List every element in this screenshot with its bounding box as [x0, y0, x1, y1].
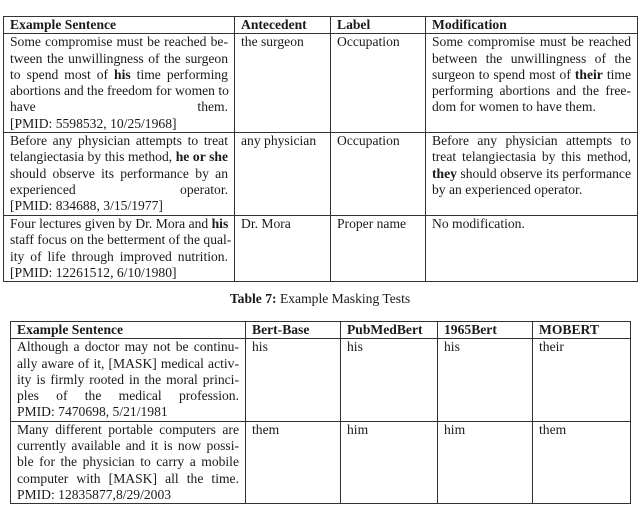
table-cell [533, 421, 631, 503]
cell-line [10, 216, 228, 232]
cell-line [539, 339, 624, 355]
table-cell [426, 34, 638, 133]
text-segment: PMID: 7470698, 5/21/1981 [17, 404, 168, 420]
text-segment: Before any physician attempts to [432, 133, 631, 149]
table-cell [341, 421, 438, 503]
text-segment: him [444, 421, 466, 437]
header-antecedent: Antecedent [235, 17, 331, 34]
text-segment: any physician [241, 133, 317, 149]
cell-line [444, 422, 526, 438]
table-7-masking-tests [10, 321, 631, 504]
cell-line [17, 438, 239, 454]
text-segment: [PMID: 834688, 3/15/1977] [10, 198, 163, 214]
emphasized-pronoun: their [574, 66, 603, 82]
table-row [4, 133, 638, 216]
cell-line [252, 422, 334, 438]
text-segment: time performing [130, 66, 228, 82]
table-cell [235, 133, 331, 216]
text-segment: telangiectasia by this method, [10, 149, 176, 165]
text-segment: surgeon to spend most of [432, 66, 575, 82]
cell-line [17, 422, 239, 438]
text-segment: treat telangiectasia by this method, [432, 149, 631, 165]
text-segment: Occupation [337, 34, 400, 50]
cell-line [10, 116, 228, 132]
text-segment: Four lectures given by Dr. Mora and [10, 216, 212, 232]
table-cell [235, 216, 331, 282]
cell-line [10, 34, 228, 50]
text-segment: tween the unwillingness of the surgeon [10, 50, 228, 66]
header-modification: Modification [426, 17, 638, 34]
cell-line [432, 34, 631, 50]
text-segment: have them. [10, 99, 228, 115]
text-segment: computer with [MASK] all the time. [17, 470, 239, 486]
cell-line [432, 83, 631, 99]
caption-text: Example Masking Tests [276, 291, 411, 306]
cell-line [432, 51, 631, 67]
cell-line [432, 133, 631, 149]
table-cell [11, 339, 246, 421]
emphasized-pronoun: they [432, 165, 457, 181]
table-cell [235, 34, 331, 133]
emphasized-pronoun: he or she [175, 149, 228, 165]
cell-line [337, 133, 419, 149]
text-segment: to spend most of [10, 66, 115, 82]
text-segment: currently available and it is now possi- [17, 438, 239, 454]
text-segment: time [602, 66, 631, 82]
table-cell [426, 133, 638, 216]
cell-line [10, 166, 228, 182]
table-row [4, 34, 638, 133]
cell-line [17, 454, 239, 470]
table-6-gendered-examples [3, 16, 638, 282]
table-cell [426, 216, 638, 282]
text-segment: the surgeon [241, 34, 304, 50]
cell-line [17, 356, 239, 372]
cell-line [10, 265, 228, 281]
cell-line [337, 34, 419, 50]
table-cell [331, 133, 426, 216]
text-segment: his [444, 339, 460, 355]
text-segment: ity of life through improved nutrition. [10, 248, 228, 264]
text-segment: his [252, 339, 268, 355]
text-segment: dom for women to have them. [432, 99, 596, 115]
header-row [4, 17, 638, 34]
text-segment: him [347, 421, 369, 437]
text-segment: by an experienced operator. [432, 181, 583, 197]
cell-line [10, 232, 232, 248]
text-segment: Occupation [337, 133, 400, 149]
text-segment: abortions and the freedom for women to [10, 83, 229, 99]
cell-line [10, 149, 228, 165]
cell-line [10, 249, 228, 265]
cell-line [10, 51, 228, 67]
cell-line [17, 388, 239, 404]
text-segment: [PMID: 5598532, 10/25/1968] [10, 115, 177, 131]
table-cell [533, 339, 631, 421]
header-label: Label [331, 17, 426, 34]
text-segment: No modification. [432, 216, 525, 232]
text-segment: them [252, 421, 280, 437]
text-segment: experienced operator. [10, 181, 228, 197]
table-caption [0, 291, 640, 307]
cell-line [17, 471, 239, 487]
cell-line [17, 487, 239, 503]
cell-line [17, 372, 239, 388]
header-pubmedbert: PubMedBert [341, 322, 438, 339]
text-segment: performing abortions and the free- [432, 83, 631, 99]
table-row [4, 216, 638, 282]
emphasized-pronoun: his [211, 216, 229, 232]
text-segment: Some compromise must be reached [432, 34, 631, 50]
cell-line [10, 99, 228, 115]
table-cell [246, 339, 341, 421]
cell-line [337, 216, 419, 232]
text-segment: ally aware of it, [MASK] medical activ- [17, 355, 239, 371]
text-segment: Some compromise must be reached be- [10, 34, 228, 50]
header-row [11, 322, 631, 339]
cell-line [10, 182, 228, 198]
cell-line [241, 216, 324, 232]
cell-line [347, 339, 431, 355]
table-cell [4, 34, 235, 133]
table-cell [11, 421, 246, 503]
table-cell [331, 34, 426, 133]
text-segment: Before any physician attempts to treat [10, 133, 228, 149]
table-cell [341, 339, 438, 421]
header-example-sentence: Example Sentence [4, 17, 235, 34]
cell-line [432, 67, 631, 83]
cell-line [10, 133, 228, 149]
table-cell [246, 421, 341, 503]
header-mobert: MOBERT [533, 322, 631, 339]
text-segment: ples of the medical profession. [17, 388, 239, 404]
text-segment: staff focus on the betterment of the qual- [10, 232, 232, 248]
text-segment: Although a doctor may not be continu- [17, 339, 239, 355]
text-segment: ity is firmly rooted in the moral princi- [17, 371, 239, 387]
header-bert-base: Bert-Base [246, 322, 341, 339]
text-segment: ble for the physician to carry a mobile [17, 454, 239, 470]
table-cell [4, 216, 235, 282]
table-row [11, 339, 631, 421]
cell-line [432, 216, 631, 232]
table-cell [438, 339, 533, 421]
cell-line [10, 83, 228, 99]
cell-line [252, 339, 334, 355]
cell-line [432, 182, 631, 198]
text-segment: should observe its performance by an [10, 165, 228, 181]
cell-line [347, 422, 431, 438]
table-row [11, 421, 631, 503]
cell-line [17, 404, 239, 420]
emphasized-pronoun: his [114, 66, 131, 82]
text-segment: PMID: 12835877,8/29/2003 [17, 486, 172, 502]
text-segment: Proper name [337, 216, 407, 232]
text-segment: Dr. Mora [241, 216, 291, 232]
table-cell [4, 133, 235, 216]
cell-line [10, 67, 228, 83]
cell-line [10, 198, 228, 214]
caption-label: Table 7: [229, 291, 277, 306]
cell-line [17, 339, 239, 355]
cell-line [444, 339, 526, 355]
table-cell [331, 216, 426, 282]
header-1965bert: 1965Bert [438, 322, 533, 339]
text-segment: should observe its performance [456, 165, 631, 181]
text-segment: between the unwillingness of the [432, 50, 631, 66]
text-segment: their [539, 339, 564, 355]
text-segment: his [347, 339, 363, 355]
text-segment: Many different portable computers are [17, 421, 239, 437]
text-segment: them [539, 421, 567, 437]
header-example-sentence: Example Sentence [11, 322, 246, 339]
text-segment: [PMID: 12261512, 6/10/1980] [10, 264, 177, 280]
cell-line [432, 166, 631, 182]
cell-line [432, 99, 631, 115]
cell-line [241, 34, 324, 50]
cell-line [432, 149, 631, 165]
cell-line [241, 133, 324, 149]
cell-line [539, 422, 624, 438]
table-cell [438, 421, 533, 503]
